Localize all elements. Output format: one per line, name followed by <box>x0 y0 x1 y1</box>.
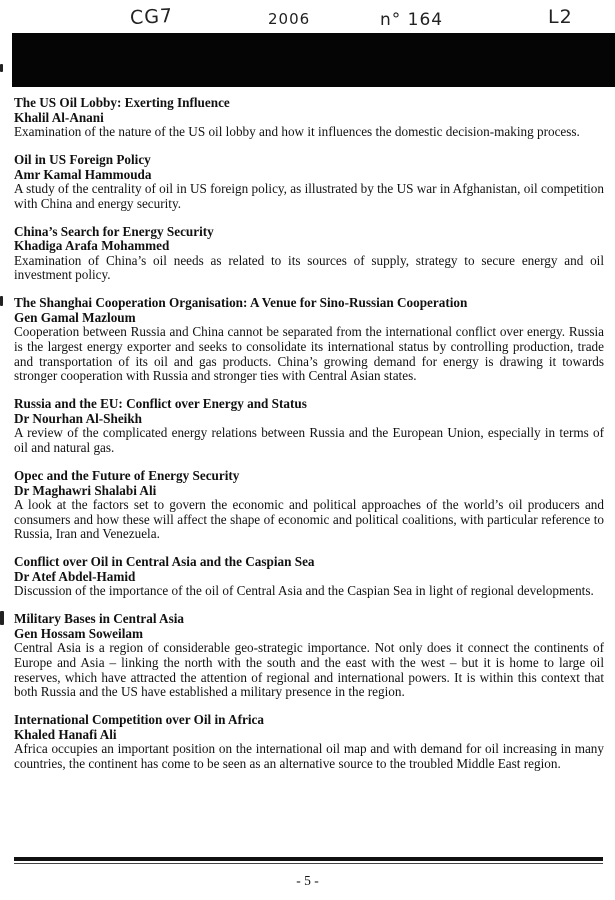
article-author: Dr Atef Abdel-Hamid <box>14 568 136 584</box>
article-author: Dr Nourhan Al-Sheikh <box>14 410 143 426</box>
article-title: International Competition over Oil in Africa <box>14 712 264 728</box>
scan-edge-mark <box>0 296 3 306</box>
article-title: China’s Search for Energy Security <box>14 223 214 239</box>
article-entry <box>14 713 604 771</box>
article-summary: Examination of China’s oil needs as related to its sources of supply, strategy to secure energy and oil investment policy. <box>14 252 604 283</box>
article-title: The US Oil Lobby: Exerting Influence <box>14 95 230 110</box>
handwritten-issue-number: n° 164 <box>380 10 444 30</box>
article-entry <box>14 296 604 383</box>
article-author: Khadiga Arafa Mohammed <box>14 238 170 254</box>
article-summary: A review of the complicated energy relations between Russia and the European Union, especially in terms of oil and natural gas. <box>14 425 604 455</box>
article-title: Opec and the Future of Energy Security <box>14 468 240 484</box>
article-entry <box>14 469 604 542</box>
article-summary: Examination of the nature of the US oil lobby and how it influences the domestic decision-making process. <box>14 124 580 139</box>
article-entry <box>14 96 604 140</box>
article-author: Dr Maghawri Shalabi Ali <box>14 482 157 498</box>
article-summary: A look at the factors set to govern the economic and political approaches of the world’s oil producers and consumers and how these will affect the shape of economic and political coalitions, with particular reference to Russia, Iran and Venezuela. <box>14 497 604 542</box>
handwritten-page-ref: L2 <box>548 6 573 28</box>
article-author: Khalil Al-Anani <box>14 109 104 125</box>
footer-rule <box>14 857 603 861</box>
article-list <box>14 96 604 785</box>
handwritten-code: CG7 <box>129 4 174 30</box>
article-title: Conflict over Oil in Central Asia and the Caspian Sea <box>14 554 315 570</box>
header-black-bar <box>12 33 615 87</box>
article-entry <box>14 397 604 455</box>
article-author: Amr Kamal Hammouda <box>14 166 152 182</box>
article-summary: Discussion of the importance of the oil of Central Asia and the Caspian Sea in light of regional developments. <box>14 583 594 599</box>
article-summary: Central Asia is a region of considerable geo-strategic importance. Not only does it connect the continents of Europe and Asia – linking the north with the south and the east with the west – but it is home to large oil reserves, which have attracted the attention of regional and international powers. It is within this context that both Russia and the US have established a military presence in the region. <box>14 640 604 700</box>
handwritten-year: 2006 <box>268 10 311 28</box>
scan-edge-mark <box>0 611 4 625</box>
article-summary: Cooperation between Russia and China cannot be separated from the international conflict over energy. Russia is the largest energy exporter and seeks to consolidate its international status by controlling production, trade and transportation of its oil and gas products. China’s growing demand for energy is drawing it towards stronger cooperation with Russia and stronger ties with Central Asian states. <box>14 324 604 384</box>
article-entry <box>14 225 604 283</box>
article-author: Khaled Hanafi Ali <box>14 726 117 742</box>
article-summary: A study of the centrality of oil in US foreign policy, as illustrated by the US war in Afghanistan, oil competition with China and energy security. <box>14 181 604 211</box>
handwritten-annotations <box>0 4 615 32</box>
article-entry <box>14 612 604 699</box>
article-entry <box>14 153 604 211</box>
article-title: Oil in US Foreign Policy <box>14 152 151 168</box>
page-number: - 5 - <box>296 873 319 888</box>
article-title: Military Bases in Central Asia <box>14 611 184 627</box>
footer-rule-thin <box>14 863 603 864</box>
scan-edge-mark <box>0 64 3 72</box>
article-entry <box>14 555 604 599</box>
article-summary: Africa occupies an important position on the international oil map and with demand for oil increasing in many countries, the continent has come to be seen as an alternative source to the troubled Middle East region. <box>14 741 604 771</box>
article-author: Gen Hossam Soweilam <box>14 625 143 641</box>
article-title: Russia and the EU: Conflict over Energy and Status <box>14 396 307 412</box>
article-author: Gen Gamal Mazloum <box>14 309 136 325</box>
article-title: The Shanghai Cooperation Organisation: A Venue for Sino-Russian Cooperation <box>14 295 468 311</box>
